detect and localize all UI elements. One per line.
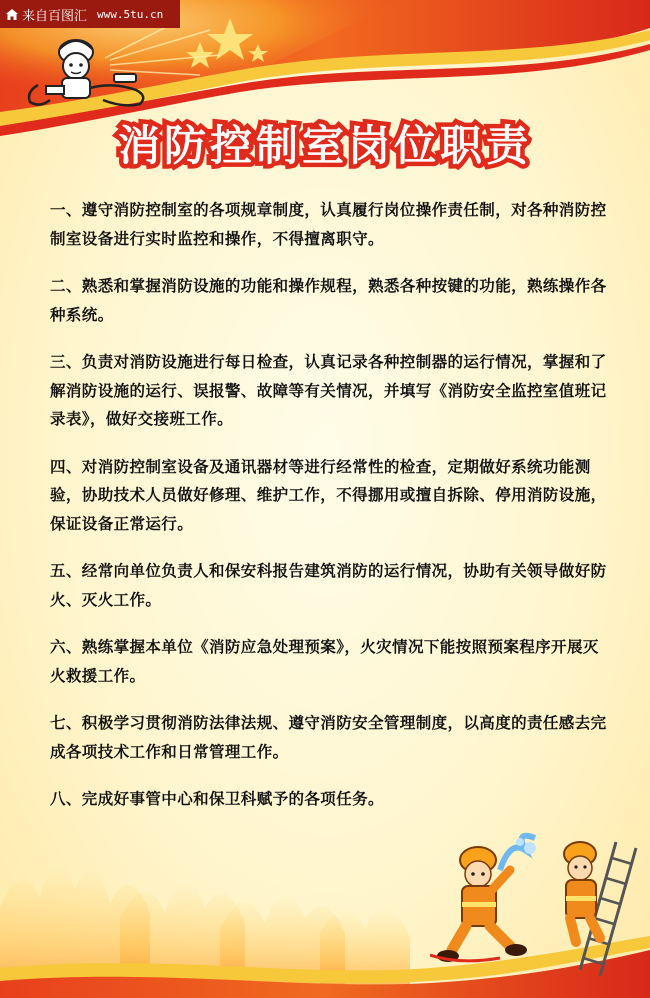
duty-item: 三、负责对消防设施进行每日检查，认真记录各种控制器的运行情况，掌握和了解消防设施的运行、误报警、故障等有关情况，并填写《消防安全监控室值班记录表》，做好交接班工作。 [50,353,607,428]
firefighter-hose-icon [430,836,536,962]
home-icon [6,9,18,20]
duty-item: 四、对消防控制室设备及通讯器材等进行经常性的检查，定期做好系统功能测验，协助技术人员做好修理、维护工作，不得挪用或擅自拆除、停用消防设施，保证设备正常运行。 [50,457,607,533]
firefighter-mascot-icon [18,30,153,110]
duty-item: 二、熟悉和掌握消防设施的功能和操作规程，熟悉各种按键的功能，熟练操作各种系统。 [50,277,607,324]
firefighter-ladder-icon [564,842,636,976]
watermark-label: 来自百图汇 [22,8,88,24]
duty-item: 八、完成好事管中心和保卫科赋予的各项任务。 [50,790,384,808]
duty-list [50,196,610,833]
page-title: 消防控制室岗位职责 [117,121,532,170]
firefighters-illustration [430,830,640,980]
duty-item: 六、熟练掌握本单位《消防应急处理预案》，火灾情况下能按照预案程序开展灭火救援工作。 [50,638,599,685]
duty-item: 一、遵守消防控制室的各项规章制度，认真履行岗位操作责任制，对各种消防控制室设备进行实时监控和操作，不得擅离职守。 [50,201,607,248]
duty-item: 五、经常向单位负责人和保安科报告建筑消防的运行情况，协助有关领导做好防火、灭火工作。 [50,562,607,609]
duty-item: 七、积极学习贯彻消防法律法规、遵守消防安全管理制度，以高度的责任感去完成各项技术工作和日常管理工作。 [50,714,607,761]
watermark-badge [0,0,180,28]
watermark-url: www.5tu.cn [97,7,164,21]
